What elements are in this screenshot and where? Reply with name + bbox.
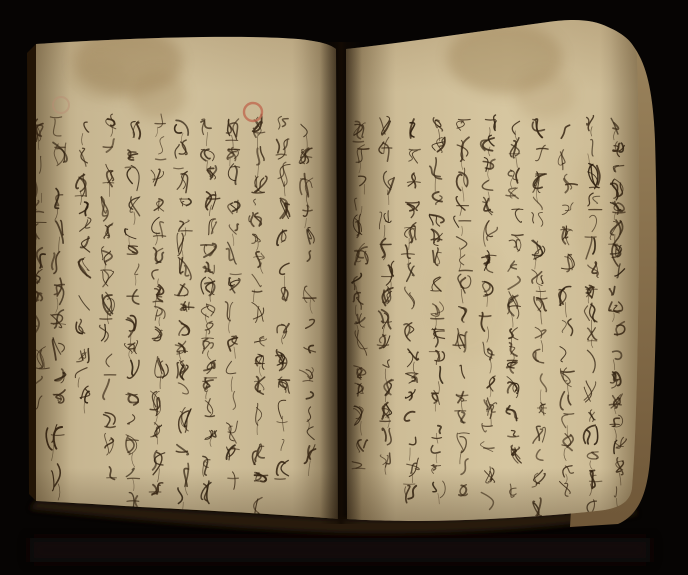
page-stain: [70, 60, 130, 100]
page-stain: [430, 240, 510, 360]
gutter-shadow: [320, 42, 362, 524]
left-page-edge-shade: [36, 40, 72, 522]
page-stain: [130, 71, 186, 119]
page-stain: [515, 71, 575, 119]
floor-shadow-band: [30, 538, 650, 562]
